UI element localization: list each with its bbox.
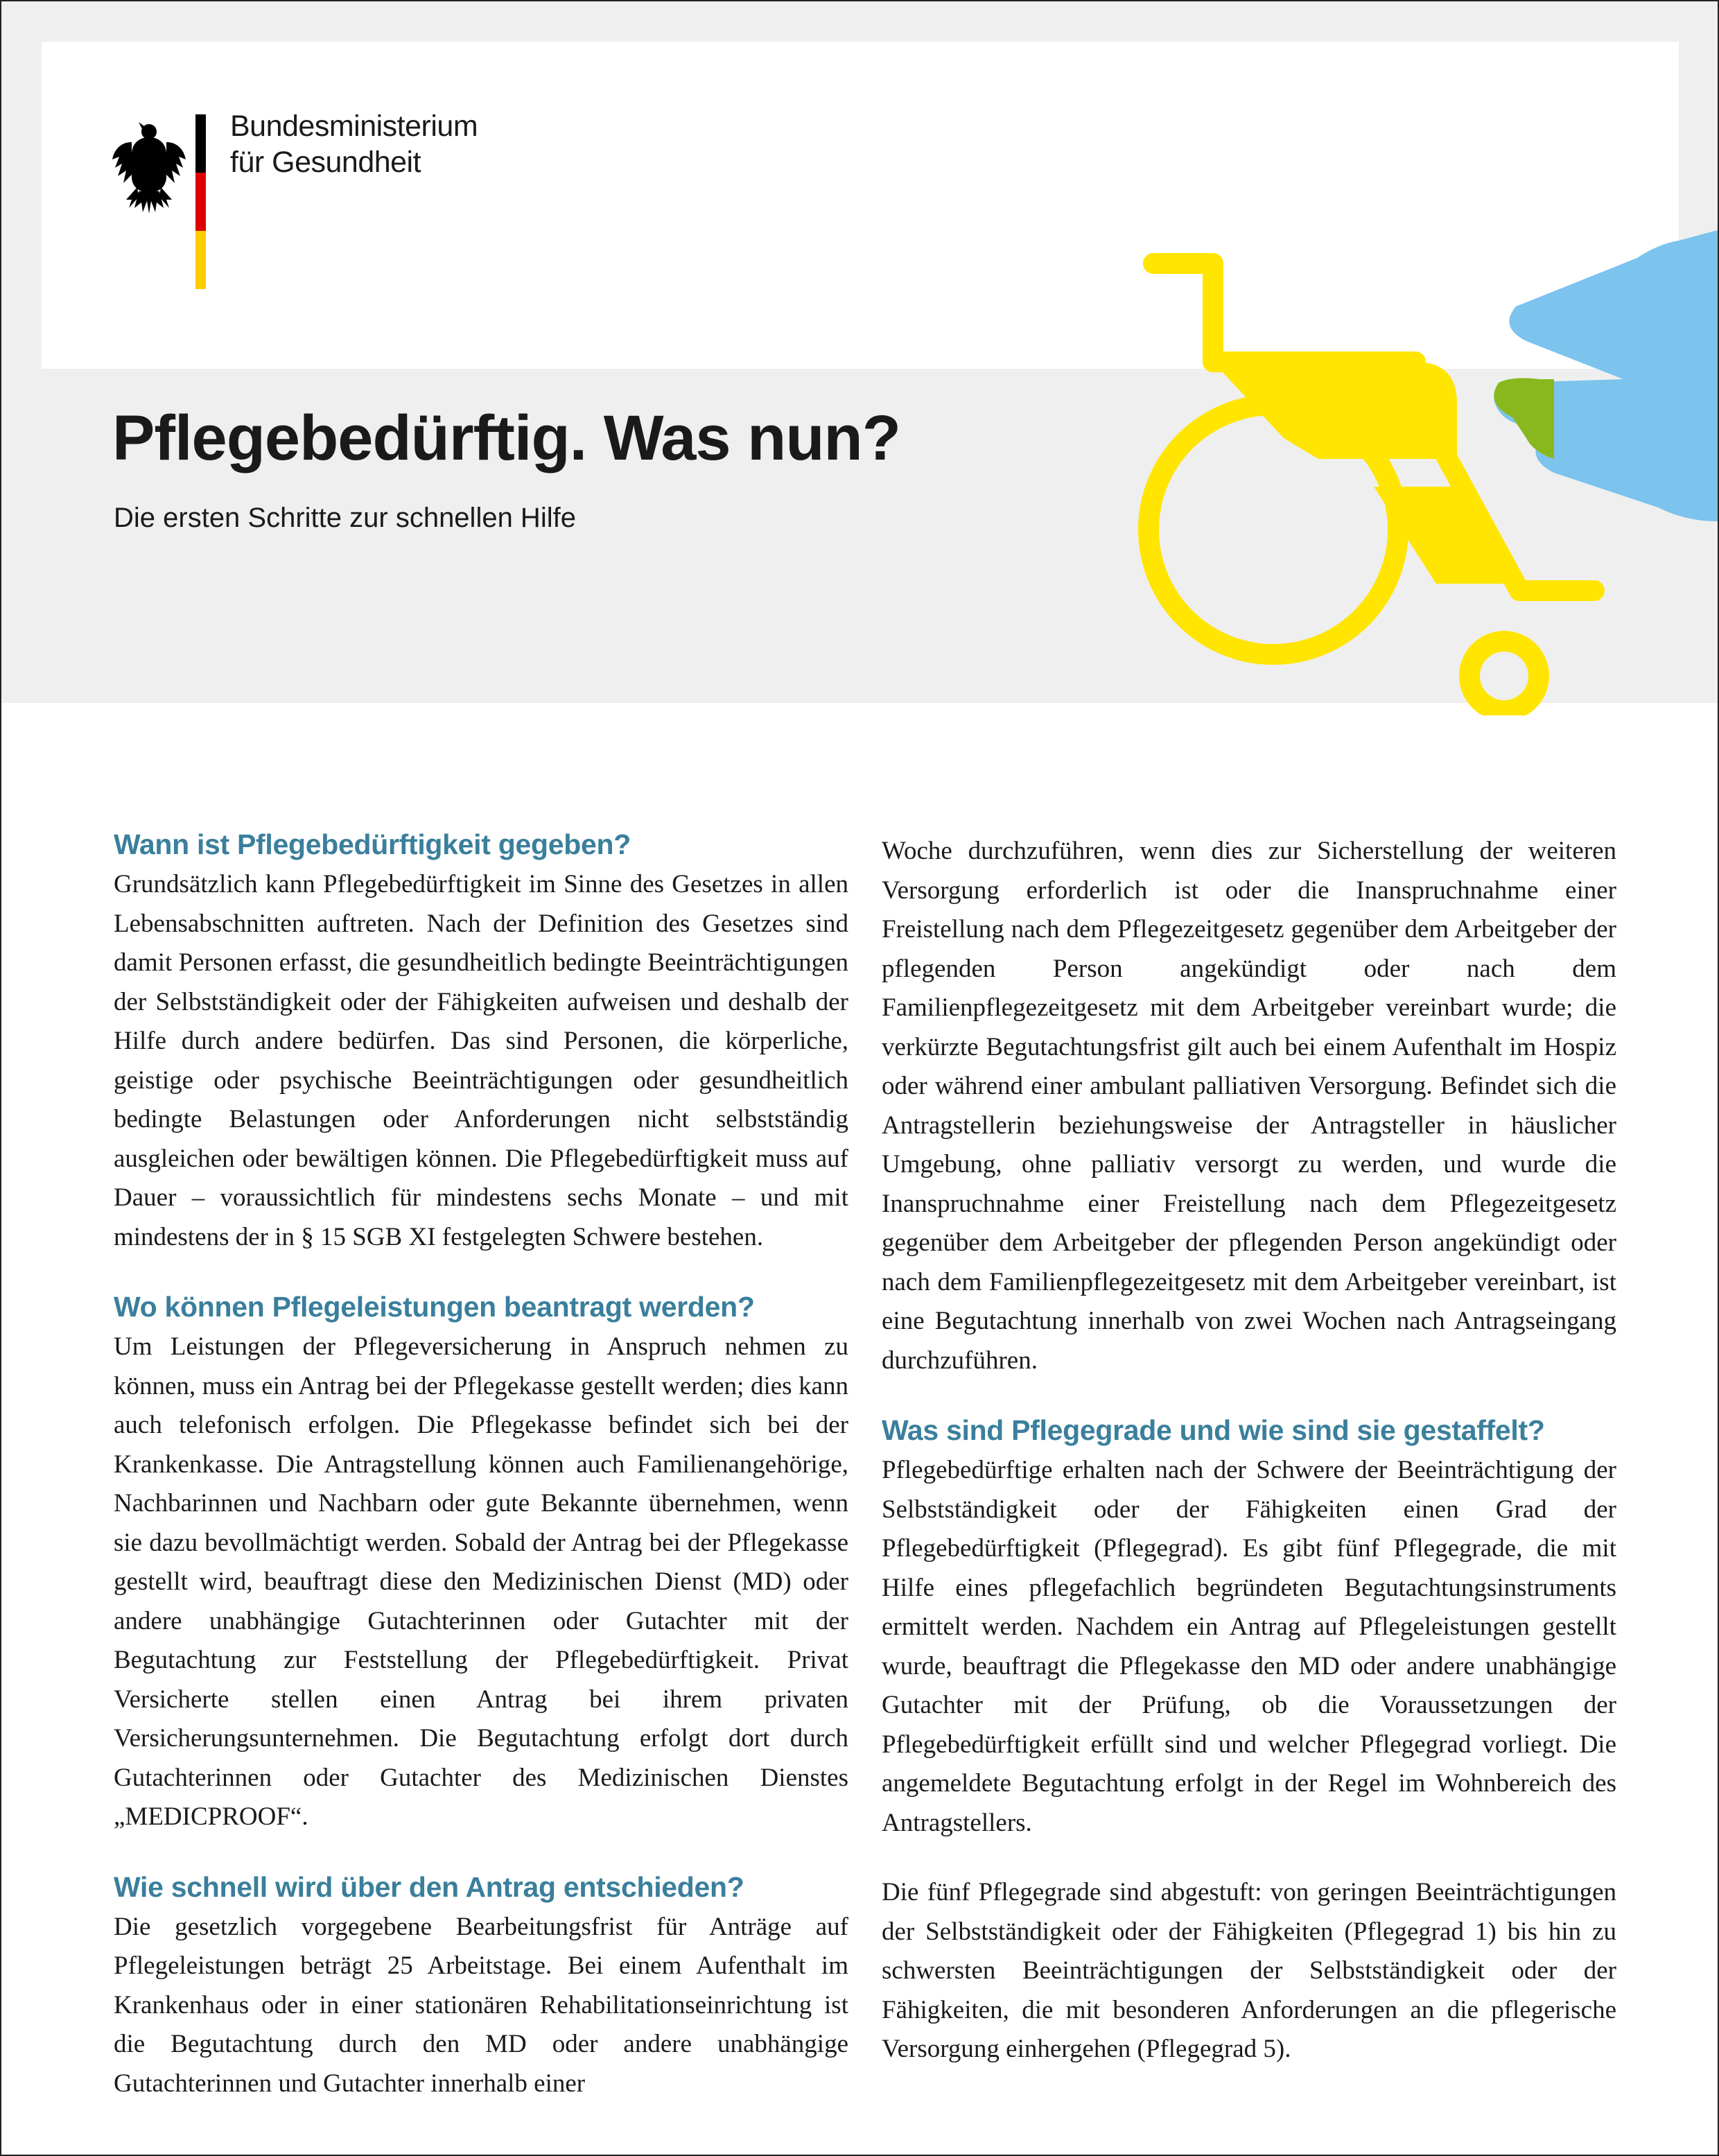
page-title: Pflegebedürftig. Was nun? [112, 403, 900, 473]
section-text-pflegegrade: Pflegebedürftige erhalten nach der Schwere der Beeinträchtigung der Selbstständigkeit oder der Fähigkeiten einen Grad der Pflegebedürftigkeit (Pflegegrad). Es gibt fünf Pflegegrade, die mit Hilfe eines pflegefachlich begründeten Begutachtungsinstruments ermittelt werden. Nachdem ein Antrag auf Pflegeleistungen gestellt wurde, beauftragt die Pflegekasse den MD oder andere unabhängige Gutachter mit der Prüfung, ob die Voraussetzungen der Pflegebedürftigkeit erfüllt sind und welcher Pflegegrad vorliegt. Die angemeldete Begutachtung erfolgt in der Regel im Wohnbereich des Antragstellers. [882, 1456, 1616, 1837]
section-text-wie-schnell-continued: Woche durchzuführen, wenn dies zur Sicherstellung der weiteren Versorgung erforderlich ist oder die Inanspruchnahme einer Freistellung nach dem Pflegezeitgesetz gegenüber dem Arbeitgeber der pflegenden Person angekündigt oder nach dem Familienpflegezeitgesetz mit dem Arbeitgeber vereinbart wurde; die verkürzte Begutachtungsfrist gilt auch bei einem Aufenthalt im Hospiz oder während einer ambulant palliativen Versorgung. Befindet sich die Antragstellerin beziehungsweise der Antragsteller in häuslicher Umgebung, ohne palliativ versorgt zu werden, und wurde die Inanspruchnahme einer Freistellung nach dem Pflegezeitgesetz gegenüber dem Arbeitgeber der pflegenden Person angekündigt oder nach dem Familienpflegezeitgesetz mit dem Arbeitgeber vereinbart, ist eine Begutachtung innerhalb von zwei Wochen nach Antragseingang durchzuführen. [882, 837, 1616, 1375]
ministry-line-2: für Gesundheit [230, 146, 421, 179]
page-subtitle: Die ersten Schritte zur schnellen Hilfe [114, 503, 576, 533]
wheelchair-illustration [1110, 230, 1718, 715]
right-column [882, 832, 1616, 2069]
section-text-wie-schnell: Die gesetzlich vorgegebene Bearbeitungsfrist für Anträge auf Pflegeleistungen beträgt 25 Arbeitstage. Bei einem Aufenthalt im Krankenhaus oder in einer stationären Rehabilitationseinrichtung ist die Begutachtung durch den MD oder andere unabhängige Gutachterinnen und Gutachter innerhalb einer [114, 1912, 848, 2098]
section-text-wann: Grundsätzlich kann Pflegebedürftigkeit im Sinne des Gesetzes in allen Lebensabschnitten auftreten. Nach der Definition des Gesetzes sind damit Personen erfasst, die gesundheitlich bedingte Beeinträchtigungen der Selbstständigkeit oder der Fähigkeiten aufweisen und deshalb der Hilfe durch andere bedürfen. Das sind Personen, die körperliche, geistige oder psychische Beeinträchtigungen oder gesundheitlich bedingte Belastungen oder Anforderungen nicht selbstständig ausgleichen oder bewältigen können. Die Pflegebedürftigkeit muss auf Dauer – voraussichtlich für mindestens sechs Monate – und mit mindestens der in § 15 SGB XI festgelegten Schwere bestehen. [114, 870, 848, 1251]
section-heading-wo: Wo können Pflegeleistungen beantragt werden? [114, 1291, 755, 1323]
left-column [114, 825, 848, 2103]
hand-illustration [1494, 230, 1718, 521]
section-heading-pflegegrade: Was sind Pflegegrade und wie sind sie gestaffelt? [882, 1414, 1545, 1446]
section-text-wo: Um Leistungen der Pflegeversicherung in Anspruch nehmen zu können, muss ein Antrag bei der Pflegekasse gestellt werden; dies kann auch telefonisch erfolgen. Die Pflegekasse befindet sich bei der Krankenkasse. Die Antragstellung können auch Familienangehörige, Nachbarinnen und Nachbarn oder gute Bekannte übernehmen, wenn sie dazu bevollmächtigt werden. Sobald der Antrag bei der Pflegekasse gestellt wird, beauftragt diese den Medizinischen Dienst (MD) oder andere unabhängige Gutachterinnen oder Gutachter mit der Begutachtung zur Feststellung der Pflegebedürftigkeit. Privat Versicherte stellen einen Antrag bei ihrem privaten Versicherungsunternehmen. Die Begutachtung erfolgt dort durch Gutachterinnen oder Gutachter des Medizinischen Dienstes „MEDICPROOF“. [114, 1332, 848, 1831]
section-heading-wann: Wann ist Pflegebedürftigkeit gegeben? [114, 828, 631, 860]
section-heading-wie-schnell: Wie schnell wird über den Antrag entschieden? [114, 1870, 744, 1903]
section-text-pflegegrade-abstufung: Die fünf Pflegegrade sind abgestuft: von geringen Beeinträchtigungen der Selbstständigkeit oder der Fähigkeiten (Pflegegrad 1) bis hin zu schwersten Beeinträchtigungen der Selbstständigkeit oder der Fähigkeiten, die mit besonderen Anforderungen an die pflegerische Versorgung einhergehen (Pflegegrad 5). [882, 1878, 1616, 2063]
ministry-name [230, 108, 478, 180]
german-flag-stripe [195, 114, 206, 289]
federal-eagle-icon [111, 111, 187, 215]
ministry-line-1: Bundesministerium [230, 110, 478, 143]
